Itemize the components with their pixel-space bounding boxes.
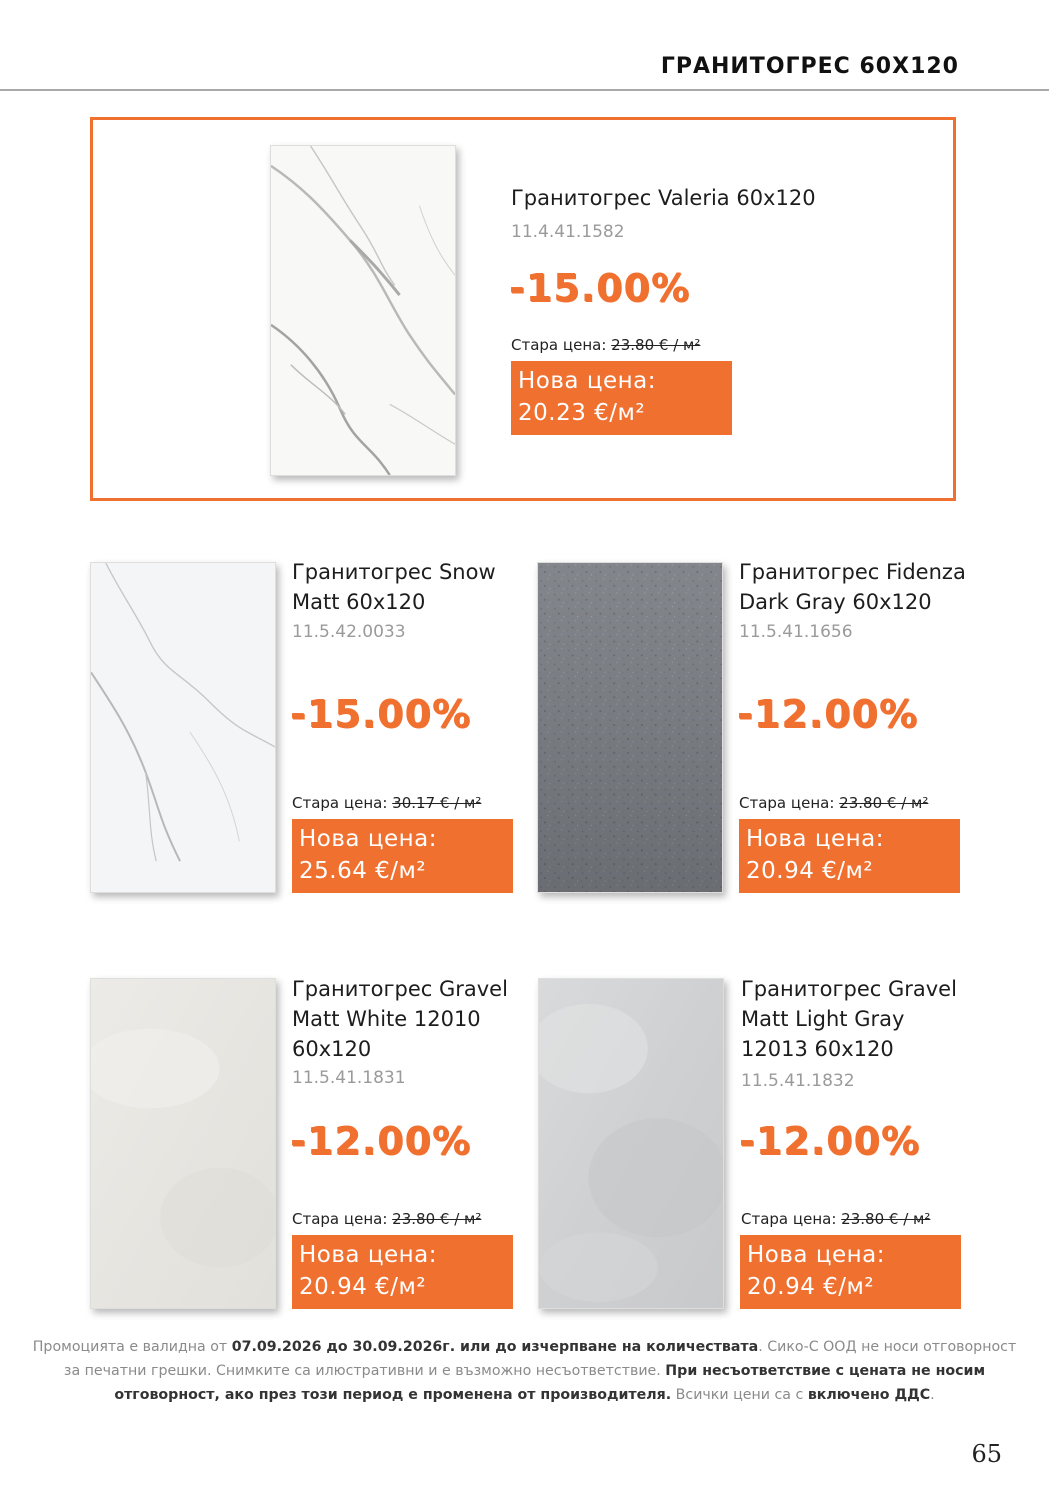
new-price-box	[511, 361, 732, 435]
disclaimer-liability: При несъответствие с цената не носим отговорност, ако през този период е променена от производителя.	[114, 1363, 986, 1403]
new-price-label: Нова цена:	[299, 826, 438, 852]
old-price-label: Стара цена:	[741, 1210, 837, 1228]
new-price-value: 20.94 €/м²	[299, 1274, 427, 1300]
disclaimer-text: Промоцията е валидна от	[32, 1339, 232, 1355]
old-price-row	[511, 336, 700, 354]
new-price-box	[740, 1235, 961, 1309]
product-image-gravel-white[interactable]	[90, 978, 276, 1309]
old-price-label: Стара цена:	[292, 1210, 388, 1228]
discount-badge: -12.00%	[290, 1119, 472, 1163]
new-price-label: Нова цена:	[746, 826, 885, 852]
disclaimer-dates: 07.09.2026 до 30.09.2026г. или до изчерпване на количествата	[231, 1339, 759, 1355]
discount-badge: -12.00%	[737, 692, 919, 736]
new-price-box	[292, 1235, 513, 1309]
discount-badge: -15.00%	[290, 692, 472, 736]
product-code: 11.5.41.1831	[292, 1068, 406, 1088]
new-price-box	[292, 819, 513, 893]
product-name: Гранитогрес Snow Matt 60x120	[292, 560, 496, 614]
new-price-value: 20.23 €/м²	[518, 400, 646, 426]
old-price-label: Стара цена:	[511, 336, 607, 354]
light-gray-matt-tile-image	[539, 979, 723, 1308]
dark-gray-speckled-tile-image	[538, 563, 722, 892]
old-price-row	[739, 794, 928, 812]
old-price-label: Стара цена:	[292, 794, 388, 812]
product-image-valeria[interactable]	[270, 145, 456, 476]
product-image-gravel-light-gray[interactable]	[538, 978, 724, 1309]
new-price-label: Нова цена:	[518, 368, 657, 394]
new-price-value: 20.94 €/м²	[746, 858, 874, 884]
disclaimer-text: . Сико-С ООД не носи отговорност за печатни грешки. Снимките са илюстративни и е възможно несъответствие.	[63, 1339, 1017, 1379]
discount-badge: -15.00%	[509, 266, 691, 310]
old-price-label: Стара цена:	[739, 794, 835, 812]
product-name: Гранитогрес Valeria 60x120	[511, 186, 816, 210]
off-white-matt-tile-image	[91, 979, 275, 1308]
snow-marble-tile-image	[91, 563, 275, 892]
new-price-value: 20.94 €/м²	[747, 1274, 875, 1300]
old-price-value: 23.80 € / м²	[841, 1210, 931, 1228]
old-price-value: 23.80 € / м²	[392, 1210, 482, 1228]
old-price-row	[741, 1210, 930, 1228]
old-price-value: 23.80 € / м²	[611, 336, 701, 354]
product-code: 11.5.42.0033	[292, 622, 406, 642]
old-price-value: 30.17 € / м²	[392, 794, 482, 812]
old-price-value: 23.80 € / м²	[839, 794, 929, 812]
old-price-row	[292, 794, 481, 812]
new-price-value: 25.64 €/м²	[299, 858, 427, 884]
promo-disclaimer	[30, 1335, 1019, 1407]
product-name: Гранитогрес Gravel Matt White 12010 60x120	[292, 977, 508, 1061]
product-code: 11.4.41.1582	[511, 222, 625, 242]
new-price-label: Нова цена:	[299, 1242, 438, 1268]
product-code: 11.5.41.1832	[741, 1071, 855, 1091]
product-name: Гранитогрес Gravel Matt Light Gray 12013 60x120	[741, 977, 957, 1061]
page-number: 65	[971, 1440, 1002, 1468]
new-price-label: Нова цена:	[747, 1242, 886, 1268]
product-code: 11.5.41.1656	[739, 622, 853, 642]
white-marble-tile-image	[271, 146, 455, 475]
product-image-snow-matt[interactable]	[90, 562, 276, 893]
disclaimer-text: Всички цени са с	[671, 1387, 808, 1403]
page-title: ГРАНИТОГРЕС 60X120	[660, 54, 959, 79]
disclaimer-vat: включено ДДС	[807, 1387, 931, 1403]
new-price-box	[739, 819, 960, 893]
product-name: Гранитогрес Fidenza Dark Gray 60x120	[739, 560, 966, 614]
old-price-row	[292, 1210, 481, 1228]
disclaimer-text: .	[930, 1387, 935, 1403]
discount-badge: -12.00%	[739, 1119, 921, 1163]
product-image-fidenza[interactable]	[537, 562, 723, 893]
heading-divider	[0, 89, 1049, 91]
